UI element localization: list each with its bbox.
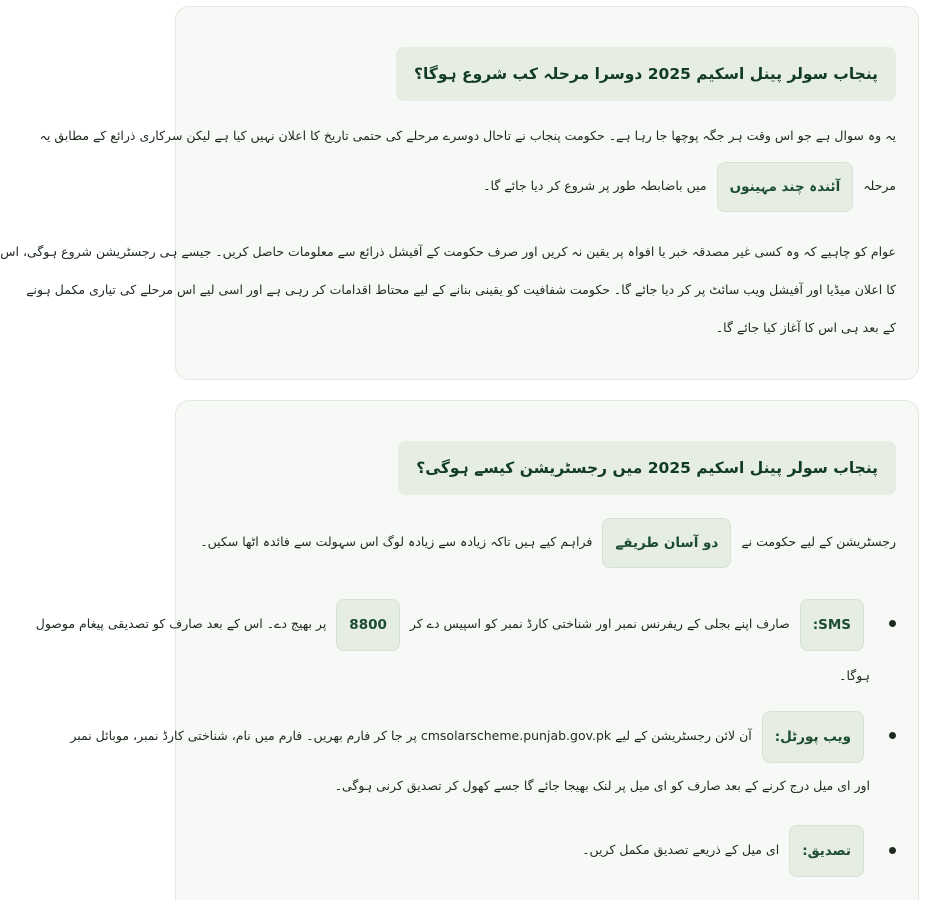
list-item-line xyxy=(70,709,870,763)
section-heading: پنجاب سولر پینل اسکیم 2025 میں رجسٹریشن کیسے ہوگی؟ xyxy=(398,441,896,495)
paragraph-text: فراہم کیے ہیں تاکہ زیادہ سے زیادہ لوگ اس سہولت سے فائدہ اٹھا سکیں۔ xyxy=(200,534,593,549)
paragraph-line: کے بعد ہی اس کا آغاز کیا جائے گا۔ xyxy=(715,320,896,335)
list-item-line xyxy=(35,597,870,651)
paragraph-line: کا اعلان میڈیا اور آفیشل ویب سائٹ پر کر دیا جائے گا۔ حکومت شفافیت کو یقینی بنانے کے لیے محتاط اقدامات کر رہی ہے اور اسی لیے اس مرحلے کی تیاری مکمل ہونے xyxy=(26,282,896,297)
list-item-line xyxy=(198,823,870,877)
paragraph-text: مرحلہ xyxy=(863,178,896,193)
paragraph-text: میں باضابطہ طور پر شروع کر دیا جائے گا۔ xyxy=(483,178,707,193)
paragraph-text: رجسٹریشن کے لیے حکومت نے xyxy=(741,534,896,549)
method-label-chip: ویب پورٹل: xyxy=(762,711,864,763)
paragraph-line: عوام کو چاہیے کہ وہ کسی غیر مصدقہ خبر یا افواہ پر یقین نہ کریں اور صرف حکومت کے آفیشل ذرائع سے معلومات حاصل کریں۔ جیسے ہی رجسٹریشن شروع ہوگی، اس xyxy=(0,244,896,259)
bullet-dot xyxy=(889,732,896,739)
list-item-text: پر بھیج دے۔ اس کے بعد صارف کو تصدیقی پیغام موصول xyxy=(35,616,327,631)
section-heading: پنجاب سولر پینل اسکیم 2025 دوسرا مرحلہ کب شروع ہوگا؟ xyxy=(396,47,896,101)
bullet-dot xyxy=(889,620,896,627)
list-item-text: صارف اپنے بجلی کے ریفرنس نمبر اور شناختی کارڈ نمبر کو اسپیس دے کر xyxy=(409,616,790,631)
paragraph-line xyxy=(198,515,896,569)
code-chip: 8800 xyxy=(336,599,400,651)
method-label-chip: تصدیق: xyxy=(789,825,864,877)
list-item xyxy=(198,823,896,879)
list-item xyxy=(35,597,896,693)
list-item-text: ای میل کے ذریعے تصدیق مکمل کریں۔ xyxy=(582,842,780,857)
paragraph-line: یہ وہ سوال ہے جو اس وقت ہر جگہ پوچھا جا رہا ہے۔ حکومت پنجاب نے تاحال دوسرے مرحلے کی حتمی تاریخ کا اعلان نہیں کیا ہے لیکن سرکاری ذرائع کے مطابق یہ xyxy=(39,128,896,143)
section-card-registration xyxy=(35,400,919,900)
highlight-chip: دو آسان طریقے xyxy=(602,518,731,568)
method-label-chip: SMS: xyxy=(800,599,864,651)
list-item xyxy=(70,709,896,805)
bullet-dot xyxy=(889,847,896,854)
section-card-phase-two xyxy=(0,6,919,380)
list-item-line: ہوگا۔ xyxy=(839,668,870,683)
list-item-text: آن لائن رجسٹریشن کے لیے cmsolarscheme.punjab.gov.pk پر جا کر فارم بھریں۔ فارم میں نام، شناختی کارڈ نمبر، موبائل نمبر xyxy=(70,728,752,743)
highlight-chip: آئندہ چند مہینوں xyxy=(717,162,854,212)
list-item-line: اور ای میل درج کرنے کے بعد صارف کو ای میل پر لنک بھیجا جائے گا جسے کھول کر تصدیق کرنی ہوگی۔ xyxy=(334,778,870,793)
paragraph-line xyxy=(198,159,896,213)
